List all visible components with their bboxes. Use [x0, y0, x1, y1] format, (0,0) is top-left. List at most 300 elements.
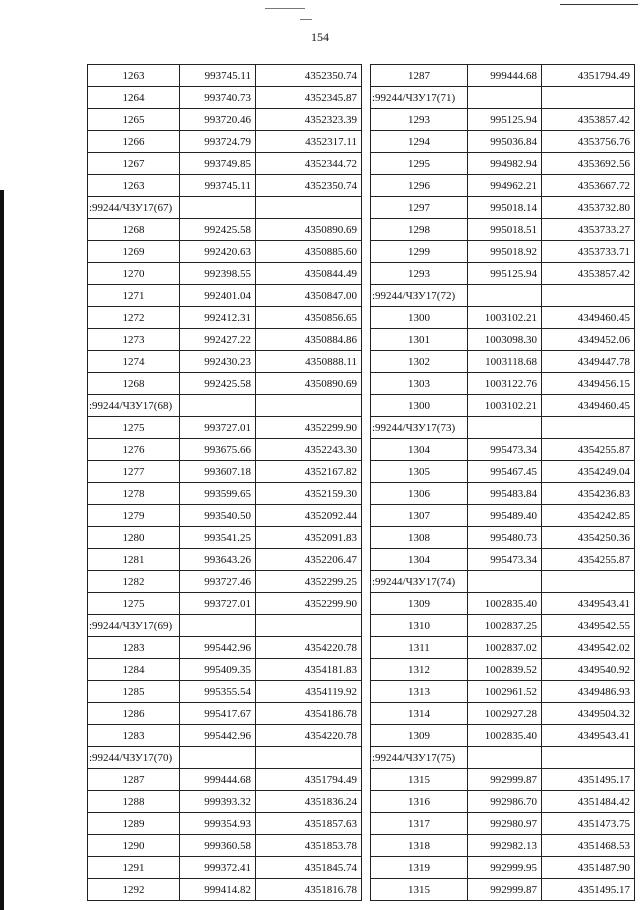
x-coordinate-cell: 995467.45 — [468, 461, 542, 483]
section-header-row — [371, 87, 635, 109]
point-number-cell: 1298 — [371, 219, 468, 241]
empty-cell — [180, 197, 256, 219]
y-coordinate-cell: 4352350.74 — [256, 65, 362, 87]
y-coordinate-cell: 4353733.27 — [542, 219, 635, 241]
x-coordinate-cell: 993727.01 — [180, 417, 256, 439]
y-coordinate-cell: 4352350.74 — [256, 175, 362, 197]
point-number-cell: 1293 — [371, 263, 468, 285]
x-coordinate-cell: 995483.84 — [468, 483, 542, 505]
point-number-cell: 1318 — [371, 835, 468, 857]
table-row — [371, 65, 635, 87]
table-row — [88, 351, 362, 373]
y-coordinate-cell: 4352167.82 — [256, 461, 362, 483]
x-coordinate-cell: 999414.82 — [180, 879, 256, 901]
section-header-row — [88, 615, 362, 637]
point-number-cell: 1301 — [371, 329, 468, 351]
point-number-cell: 1290 — [88, 835, 180, 857]
y-coordinate-cell: 4350856.65 — [256, 307, 362, 329]
table-row — [88, 483, 362, 505]
x-coordinate-cell: 992425.58 — [180, 219, 256, 241]
table-row — [371, 197, 635, 219]
point-number-cell: 1279 — [88, 505, 180, 527]
table-row — [371, 615, 635, 637]
y-coordinate-cell: 4349543.41 — [542, 725, 635, 747]
table-row — [371, 395, 635, 417]
empty-cell — [542, 571, 635, 593]
table-row — [371, 439, 635, 461]
point-number-cell: 1283 — [88, 637, 180, 659]
y-coordinate-cell: 4354255.87 — [542, 549, 635, 571]
y-coordinate-cell: 4351836.24 — [256, 791, 362, 813]
x-coordinate-cell: 995489.40 — [468, 505, 542, 527]
point-number-cell: 1270 — [88, 263, 180, 285]
y-coordinate-cell: 4350844.49 — [256, 263, 362, 285]
x-coordinate-cell: 1003122.76 — [468, 373, 542, 395]
point-number-cell: 1287 — [88, 769, 180, 791]
point-number-cell: 1284 — [88, 659, 180, 681]
point-number-cell: 1274 — [88, 351, 180, 373]
empty-cell — [542, 417, 635, 439]
empty-cell — [468, 417, 542, 439]
y-coordinate-cell: 4353667.72 — [542, 175, 635, 197]
x-coordinate-cell: 1002927.28 — [468, 703, 542, 725]
x-coordinate-cell: 999444.68 — [468, 65, 542, 87]
empty-cell — [542, 747, 635, 769]
empty-cell — [256, 197, 362, 219]
y-coordinate-cell: 4351495.17 — [542, 769, 635, 791]
x-coordinate-cell: 995473.34 — [468, 549, 542, 571]
empty-cell — [180, 395, 256, 417]
x-coordinate-cell: 993749.85 — [180, 153, 256, 175]
x-coordinate-cell: 995417.67 — [180, 703, 256, 725]
point-number-cell: 1296 — [371, 175, 468, 197]
x-coordinate-cell: 995036.84 — [468, 131, 542, 153]
y-coordinate-cell: 4351853.78 — [256, 835, 362, 857]
table-row — [371, 769, 635, 791]
table-row — [371, 659, 635, 681]
point-number-cell: 1283 — [88, 725, 180, 747]
table-row — [88, 769, 362, 791]
x-coordinate-cell: 1002839.52 — [468, 659, 542, 681]
y-coordinate-cell: 4353857.42 — [542, 109, 635, 131]
y-coordinate-cell: 4351468.53 — [542, 835, 635, 857]
point-number-cell: 1305 — [371, 461, 468, 483]
table-row — [88, 417, 362, 439]
x-coordinate-cell: 992986.70 — [468, 791, 542, 813]
table-row — [371, 109, 635, 131]
section-header-row — [88, 197, 362, 219]
x-coordinate-cell: 999360.58 — [180, 835, 256, 857]
table-row — [88, 879, 362, 901]
table-row — [88, 153, 362, 175]
plot-label-cell: :99244/ЧЗУ17(75) — [371, 747, 468, 769]
y-coordinate-cell: 4354220.78 — [256, 725, 362, 747]
plot-label-cell: :99244/ЧЗУ17(68) — [88, 395, 180, 417]
point-number-cell: 1263 — [88, 175, 180, 197]
section-header-row — [88, 395, 362, 417]
x-coordinate-cell: 993727.46 — [180, 571, 256, 593]
x-coordinate-cell: 1003098.30 — [468, 329, 542, 351]
table-row — [88, 681, 362, 703]
empty-cell — [256, 747, 362, 769]
plot-label-cell: :99244/ЧЗУ17(71) — [371, 87, 468, 109]
y-coordinate-cell: 4349460.45 — [542, 395, 635, 417]
x-coordinate-cell: 1002835.40 — [468, 593, 542, 615]
x-coordinate-cell: 992425.58 — [180, 373, 256, 395]
point-number-cell: 1281 — [88, 549, 180, 571]
table-row — [371, 483, 635, 505]
x-coordinate-cell: 993745.11 — [180, 175, 256, 197]
table-row — [88, 637, 362, 659]
point-number-cell: 1309 — [371, 593, 468, 615]
point-number-cell: 1269 — [88, 241, 180, 263]
page-number: 154 — [311, 30, 329, 44]
point-number-cell: 1308 — [371, 527, 468, 549]
table-row — [371, 857, 635, 879]
x-coordinate-cell: 994962.21 — [468, 175, 542, 197]
point-number-cell: 1299 — [371, 241, 468, 263]
table-row — [88, 593, 362, 615]
coordinates-table-right — [370, 64, 635, 901]
x-coordinate-cell: 995125.94 — [468, 109, 542, 131]
section-header-row — [371, 571, 635, 593]
table-row — [88, 329, 362, 351]
point-number-cell: 1265 — [88, 109, 180, 131]
table-row — [88, 505, 362, 527]
x-coordinate-cell: 993727.01 — [180, 593, 256, 615]
point-number-cell: 1263 — [88, 65, 180, 87]
y-coordinate-cell: 4349540.92 — [542, 659, 635, 681]
x-coordinate-cell: 992398.55 — [180, 263, 256, 285]
table-row — [371, 505, 635, 527]
point-number-cell: 1272 — [88, 307, 180, 329]
point-number-cell: 1277 — [88, 461, 180, 483]
x-coordinate-cell: 993599.65 — [180, 483, 256, 505]
x-coordinate-cell: 1002835.40 — [468, 725, 542, 747]
empty-cell — [542, 87, 635, 109]
x-coordinate-cell: 995409.35 — [180, 659, 256, 681]
x-coordinate-cell: 1002837.02 — [468, 637, 542, 659]
point-number-cell: 1300 — [371, 395, 468, 417]
x-coordinate-cell: 995018.14 — [468, 197, 542, 219]
table-row — [371, 351, 635, 373]
empty-cell — [542, 285, 635, 307]
empty-cell — [180, 747, 256, 769]
point-number-cell: 1311 — [371, 637, 468, 659]
table-row — [371, 175, 635, 197]
x-coordinate-cell: 993745.11 — [180, 65, 256, 87]
point-number-cell: 1278 — [88, 483, 180, 505]
table-row — [371, 527, 635, 549]
section-header-row — [88, 747, 362, 769]
empty-cell — [180, 615, 256, 637]
scan-artifact — [560, 4, 638, 5]
x-coordinate-cell: 995480.73 — [468, 527, 542, 549]
empty-cell — [256, 395, 362, 417]
point-number-cell: 1288 — [88, 791, 180, 813]
empty-cell — [468, 285, 542, 307]
point-number-cell: 1304 — [371, 549, 468, 571]
point-number-cell: 1289 — [88, 813, 180, 835]
x-coordinate-cell: 992999.87 — [468, 879, 542, 901]
y-coordinate-cell: 4349542.02 — [542, 637, 635, 659]
y-coordinate-cell: 4349504.32 — [542, 703, 635, 725]
table-row — [88, 131, 362, 153]
point-number-cell: 1310 — [371, 615, 468, 637]
plot-label-cell: :99244/ЧЗУ17(67) — [88, 197, 180, 219]
x-coordinate-cell: 995125.94 — [468, 263, 542, 285]
table-row — [88, 857, 362, 879]
point-number-cell: 1313 — [371, 681, 468, 703]
point-number-cell: 1319 — [371, 857, 468, 879]
y-coordinate-cell: 4350885.60 — [256, 241, 362, 263]
x-coordinate-cell: 993720.46 — [180, 109, 256, 131]
table-row — [371, 879, 635, 901]
y-coordinate-cell: 4354255.87 — [542, 439, 635, 461]
table-row — [371, 703, 635, 725]
table-body — [88, 65, 362, 901]
y-coordinate-cell: 4349543.41 — [542, 593, 635, 615]
point-number-cell: 1293 — [371, 109, 468, 131]
point-number-cell: 1286 — [88, 703, 180, 725]
point-number-cell: 1294 — [371, 131, 468, 153]
y-coordinate-cell: 4349447.78 — [542, 351, 635, 373]
table-row — [88, 87, 362, 109]
point-number-cell: 1300 — [371, 307, 468, 329]
point-number-cell: 1312 — [371, 659, 468, 681]
y-coordinate-cell: 4352243.30 — [256, 439, 362, 461]
y-coordinate-cell: 4349452.06 — [542, 329, 635, 351]
point-number-cell: 1302 — [371, 351, 468, 373]
point-number-cell: 1309 — [371, 725, 468, 747]
point-number-cell: 1285 — [88, 681, 180, 703]
x-coordinate-cell: 995473.34 — [468, 439, 542, 461]
table-row — [371, 835, 635, 857]
point-number-cell: 1292 — [88, 879, 180, 901]
plot-label-cell: :99244/ЧЗУ17(72) — [371, 285, 468, 307]
point-number-cell: 1316 — [371, 791, 468, 813]
y-coordinate-cell: 4351487.90 — [542, 857, 635, 879]
y-coordinate-cell: 4352091.83 — [256, 527, 362, 549]
point-number-cell: 1267 — [88, 153, 180, 175]
x-coordinate-cell: 1003102.21 — [468, 307, 542, 329]
x-coordinate-cell: 993540.50 — [180, 505, 256, 527]
table-row — [371, 791, 635, 813]
table-row — [88, 725, 362, 747]
x-coordinate-cell: 995442.96 — [180, 637, 256, 659]
y-coordinate-cell: 4352206.47 — [256, 549, 362, 571]
table-row — [88, 373, 362, 395]
coordinates-table-left — [87, 64, 362, 901]
section-header-row — [371, 417, 635, 439]
y-coordinate-cell: 4352299.25 — [256, 571, 362, 593]
table-row — [371, 219, 635, 241]
y-coordinate-cell: 4353756.76 — [542, 131, 635, 153]
y-coordinate-cell: 4354249.04 — [542, 461, 635, 483]
table-row — [371, 549, 635, 571]
point-number-cell: 1268 — [88, 373, 180, 395]
table-row — [371, 593, 635, 615]
y-coordinate-cell: 4349460.45 — [542, 307, 635, 329]
y-coordinate-cell: 4350847.00 — [256, 285, 362, 307]
y-coordinate-cell: 4351794.49 — [256, 769, 362, 791]
table-row — [88, 241, 362, 263]
table-row — [88, 527, 362, 549]
plot-label-cell: :99244/ЧЗУ17(70) — [88, 747, 180, 769]
empty-cell — [468, 87, 542, 109]
table-row — [371, 241, 635, 263]
table-body — [371, 65, 635, 901]
table-row — [88, 703, 362, 725]
y-coordinate-cell: 4349456.15 — [542, 373, 635, 395]
point-number-cell: 1275 — [88, 417, 180, 439]
y-coordinate-cell: 4352345.87 — [256, 87, 362, 109]
y-coordinate-cell: 4354181.83 — [256, 659, 362, 681]
y-coordinate-cell: 4350888.11 — [256, 351, 362, 373]
point-number-cell: 1315 — [371, 879, 468, 901]
y-coordinate-cell: 4351816.78 — [256, 879, 362, 901]
x-coordinate-cell: 992401.04 — [180, 285, 256, 307]
x-coordinate-cell: 993643.26 — [180, 549, 256, 571]
table-row — [371, 373, 635, 395]
point-number-cell: 1282 — [88, 571, 180, 593]
point-number-cell: 1297 — [371, 197, 468, 219]
x-coordinate-cell: 999372.41 — [180, 857, 256, 879]
point-number-cell: 1276 — [88, 439, 180, 461]
y-coordinate-cell: 4351794.49 — [542, 65, 635, 87]
point-number-cell: 1291 — [88, 857, 180, 879]
x-coordinate-cell: 993740.73 — [180, 87, 256, 109]
y-coordinate-cell: 4352092.44 — [256, 505, 362, 527]
empty-cell — [256, 615, 362, 637]
table-row — [371, 263, 635, 285]
y-coordinate-cell: 4351857.63 — [256, 813, 362, 835]
y-coordinate-cell: 4354220.78 — [256, 637, 362, 659]
x-coordinate-cell: 1002837.25 — [468, 615, 542, 637]
plot-label-cell: :99244/ЧЗУ17(73) — [371, 417, 468, 439]
x-coordinate-cell: 999444.68 — [180, 769, 256, 791]
x-coordinate-cell: 992980.97 — [468, 813, 542, 835]
x-coordinate-cell: 992999.95 — [468, 857, 542, 879]
point-number-cell: 1275 — [88, 593, 180, 615]
y-coordinate-cell: 4349486.93 — [542, 681, 635, 703]
plot-label-cell: :99244/ЧЗУ17(74) — [371, 571, 468, 593]
table-row — [371, 131, 635, 153]
y-coordinate-cell: 4354119.92 — [256, 681, 362, 703]
table-row — [371, 461, 635, 483]
point-number-cell: 1307 — [371, 505, 468, 527]
y-coordinate-cell: 4353692.56 — [542, 153, 635, 175]
table-row — [371, 153, 635, 175]
x-coordinate-cell: 992430.23 — [180, 351, 256, 373]
point-number-cell: 1314 — [371, 703, 468, 725]
point-number-cell: 1317 — [371, 813, 468, 835]
table-row — [88, 791, 362, 813]
point-number-cell: 1280 — [88, 527, 180, 549]
table-row — [88, 307, 362, 329]
y-coordinate-cell: 4352323.39 — [256, 109, 362, 131]
scan-edge-bar — [0, 190, 4, 910]
point-number-cell: 1266 — [88, 131, 180, 153]
table-row — [371, 307, 635, 329]
table-row — [371, 329, 635, 351]
x-coordinate-cell: 992982.13 — [468, 835, 542, 857]
y-coordinate-cell: 4354186.78 — [256, 703, 362, 725]
scan-artifact — [300, 19, 312, 20]
y-coordinate-cell: 4353732.80 — [542, 197, 635, 219]
x-coordinate-cell: 993607.18 — [180, 461, 256, 483]
point-number-cell: 1264 — [88, 87, 180, 109]
table-row — [88, 439, 362, 461]
y-coordinate-cell: 4351495.17 — [542, 879, 635, 901]
table-row — [371, 725, 635, 747]
table-row — [88, 285, 362, 307]
y-coordinate-cell: 4351845.74 — [256, 857, 362, 879]
y-coordinate-cell: 4350890.69 — [256, 373, 362, 395]
table-row — [88, 219, 362, 241]
point-number-cell: 1303 — [371, 373, 468, 395]
y-coordinate-cell: 4352344.72 — [256, 153, 362, 175]
table-row — [88, 175, 362, 197]
y-coordinate-cell: 4352299.90 — [256, 593, 362, 615]
x-coordinate-cell: 993724.79 — [180, 131, 256, 153]
table-row — [88, 263, 362, 285]
x-coordinate-cell: 995018.92 — [468, 241, 542, 263]
y-coordinate-cell: 4350884.86 — [256, 329, 362, 351]
table-row — [88, 571, 362, 593]
scan-artifact — [265, 8, 305, 9]
point-number-cell: 1304 — [371, 439, 468, 461]
point-number-cell: 1271 — [88, 285, 180, 307]
x-coordinate-cell: 995018.51 — [468, 219, 542, 241]
x-coordinate-cell: 992420.63 — [180, 241, 256, 263]
table-row — [88, 65, 362, 87]
x-coordinate-cell: 995442.96 — [180, 725, 256, 747]
x-coordinate-cell: 993675.66 — [180, 439, 256, 461]
x-coordinate-cell: 993541.25 — [180, 527, 256, 549]
point-number-cell: 1295 — [371, 153, 468, 175]
x-coordinate-cell: 994982.94 — [468, 153, 542, 175]
x-coordinate-cell: 1003102.21 — [468, 395, 542, 417]
section-header-row — [371, 747, 635, 769]
y-coordinate-cell: 4351473.75 — [542, 813, 635, 835]
plot-label-cell: :99244/ЧЗУ17(69) — [88, 615, 180, 637]
y-coordinate-cell: 4354250.36 — [542, 527, 635, 549]
table-row — [88, 659, 362, 681]
table-row — [88, 813, 362, 835]
y-coordinate-cell: 4352299.90 — [256, 417, 362, 439]
x-coordinate-cell: 999393.32 — [180, 791, 256, 813]
point-number-cell: 1273 — [88, 329, 180, 351]
table-row — [88, 461, 362, 483]
section-header-row — [371, 285, 635, 307]
x-coordinate-cell: 995355.54 — [180, 681, 256, 703]
point-number-cell: 1287 — [371, 65, 468, 87]
x-coordinate-cell: 992427.22 — [180, 329, 256, 351]
y-coordinate-cell: 4354236.83 — [542, 483, 635, 505]
x-coordinate-cell: 1003118.68 — [468, 351, 542, 373]
point-number-cell: 1268 — [88, 219, 180, 241]
y-coordinate-cell: 4353857.42 — [542, 263, 635, 285]
x-coordinate-cell: 992412.31 — [180, 307, 256, 329]
point-number-cell: 1315 — [371, 769, 468, 791]
y-coordinate-cell: 4352159.30 — [256, 483, 362, 505]
y-coordinate-cell: 4352317.11 — [256, 131, 362, 153]
x-coordinate-cell: 1002961.52 — [468, 681, 542, 703]
y-coordinate-cell: 4350890.69 — [256, 219, 362, 241]
empty-cell — [468, 571, 542, 593]
x-coordinate-cell: 999354.93 — [180, 813, 256, 835]
